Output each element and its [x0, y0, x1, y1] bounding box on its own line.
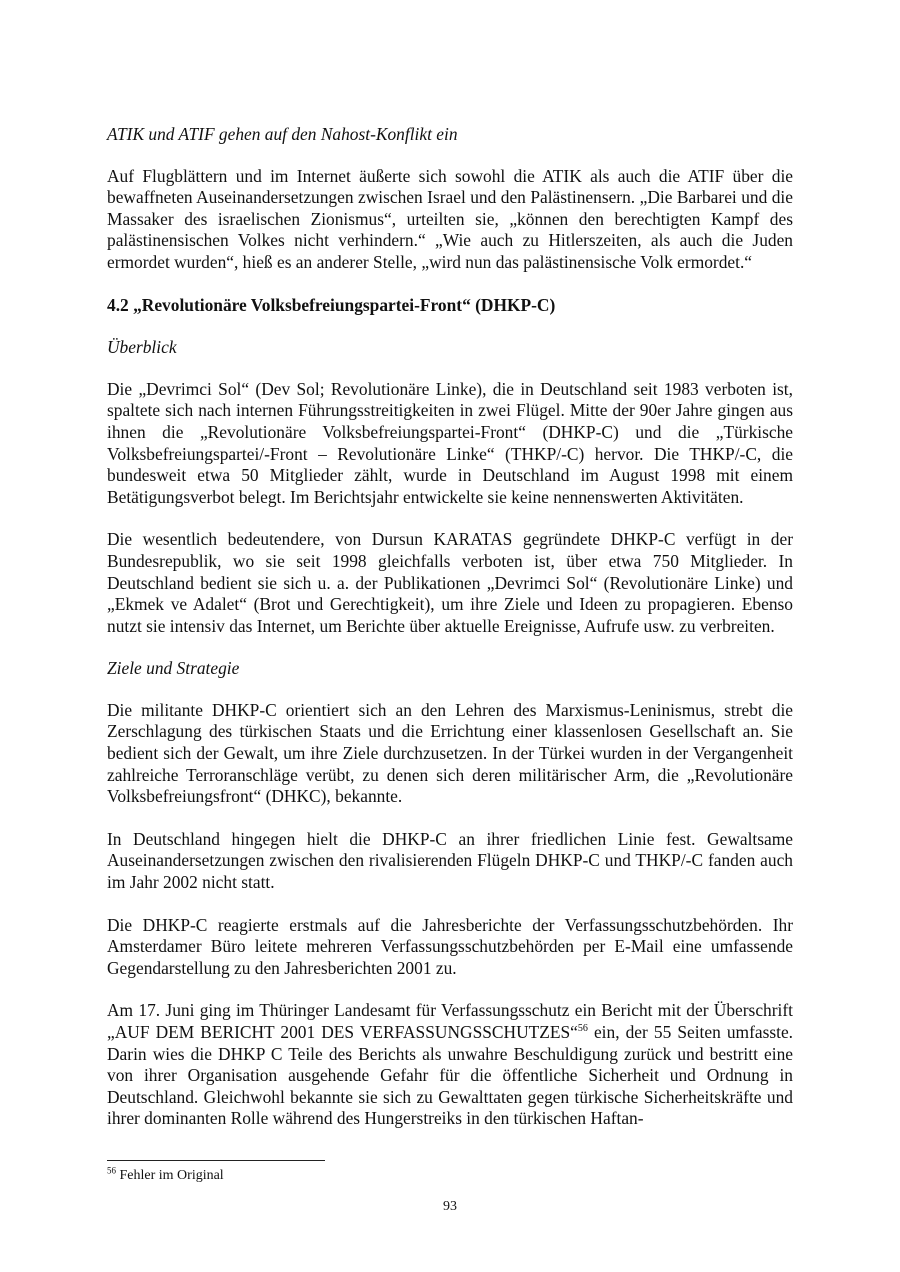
- paragraph-overview-2: Die wesentlich bedeutendere, von Dursun KARATAS gegründete DHKP-C verfügt in der Bundesrepublik, wo sie seit 1998 gleichfalls verboten ist, über etwa 750 Mitglieder. In Deutschland bedient sie sich u. a. der Publikationen „Devrimci Sol“ (Revolutionäre Linke) und „Ekmek ve Adalet“ (Brot und Gerechtigkeit), um ihre Ziele und Ideen zu propagieren. Ebenso nutzt sie intensiv das Internet, um Berichte über aktuelle Ereignisse, Aufrufe usw. zu verbreiten.: [107, 529, 793, 636]
- section-heading-atik: ATIK und ATIF gehen auf den Nahost-Konflikt ein: [107, 124, 458, 144]
- footnote-divider: [107, 1160, 325, 1161]
- page-number: 93: [443, 1199, 457, 1214]
- footnote-text: Fehler im Original: [119, 1168, 224, 1183]
- footnote: [107, 1167, 224, 1185]
- chapter-heading: 4.2 „Revolutionäre Volksbefreiungspartei-Front“ (DHKP-C): [107, 294, 556, 315]
- paragraph-overview-1: Die „Devrimci Sol“ (Dev Sol; Revolutionäre Linke), die in Deutschland seit 1983 verboten ist, spaltete sich nach internen Führungsstreitigkeiten in zwei Flügel. Mitte der 90er Jahre gingen aus ihnen die „Revolutionäre Volksbefreiungspartei-Front“ (DHKP-C) und die „Türkische Volksbefreiungspartei/-Front – Revolutionäre Linke“ (THKP/-C) hervor. Die THKP/-C, die bundesweit etwa 50 Mitglieder zählt, wurde in Deutschland im August 1998 mit einem Betätigungsverbot belegt. Im Berichtsjahr entwickelte sie keine nennenswerten Aktivitäten.: [107, 378, 793, 507]
- section-heading-goals: Ziele und Strategie: [107, 658, 240, 679]
- paragraph-goals-2: In Deutschland hingegen hielt die DHKP-C an ihrer friedlichen Linie fest. Gewaltsame Auseinandersetzungen zwischen den rivalisierenden Flügeln DHKP-C und THKP/-C fanden auch im Jahr 2002 nicht statt.: [107, 828, 793, 893]
- footnote-number: 56: [107, 1165, 116, 1176]
- paragraph-goals-4-part-a: Am 17. Juni ging im Thüringer Landesamt für Verfassungsschutz ein Bericht mit der Überschrift „AUF DEM BERICHT 2001 DES VERFASSUNGSSCHUTZES“: [107, 1000, 793, 1042]
- paragraph-goals-4-part-b: ein, der 55 Seiten umfasste. Darin wies die DHKP C Teile des Berichts als unwahre Beschuldigung zurück und bestritt eine von ihrer Organisation ausgehende Gefahr für die öffentliche Sicherheit und Ordnung in Deutschland. Gleichwohl bekannte sie sich zu Gewalttaten gegen türkische Sicherheitskräfte und ihrer dominanten Rolle während des Hungerstreiks in den türkischen Haftan-: [107, 1022, 794, 1129]
- paragraph-goals-3: Die DHKP-C reagierte erstmals auf die Jahresberichte der Verfassungsschutzbehörden. Ihr Amsterdamer Büro leitete mehreren Verfassungsschutzbehörden per E-Mail eine umfassende Gegendarstellung zu den Jahresberichten 2001 zu.: [107, 914, 793, 978]
- footnote-reference[interactable]: 56: [577, 1023, 588, 1035]
- paragraph-goals-1: Die militante DHKP-C orientiert sich an den Lehren des Marxismus-Leninismus, strebt die Zerschlagung des türkischen Staats und die Errichtung einer klassenlosen Gesellschaft an. Sie bedient sich der Gewalt, um ihre Ziele durchzusetzen. In der Türkei wurden in der Vergangenheit zahlreiche Terroranschläge verübt, zu denen sich deren militärischer Arm, die „Revolutionäre Volksbefreiungsfront“ (DHKC), bekannte.: [107, 699, 793, 807]
- paragraph-atik: Auf Flugblättern und im Internet äußerte sich sowohl die ATIK als auch die ATIF über die bewaffneten Auseinandersetzungen zwischen Israel und den Palästinensern. „Die Barbarei und die Massaker des israelischen Zionismus“, urteilten sie, „können den berechtigten Kampf des palästinensischen Volkes nicht verhindern.“ „Wie auch zu Hitlerszeiten, als auch die Juden ermordet wurden“, hieß es an anderer Stelle, „wird nun das palästinensische Volk ermordet.“: [107, 165, 793, 272]
- document-page: [107, 124, 793, 1130]
- section-heading-overview: Überblick: [107, 337, 177, 358]
- paragraph-goals-4: [107, 1000, 793, 1130]
